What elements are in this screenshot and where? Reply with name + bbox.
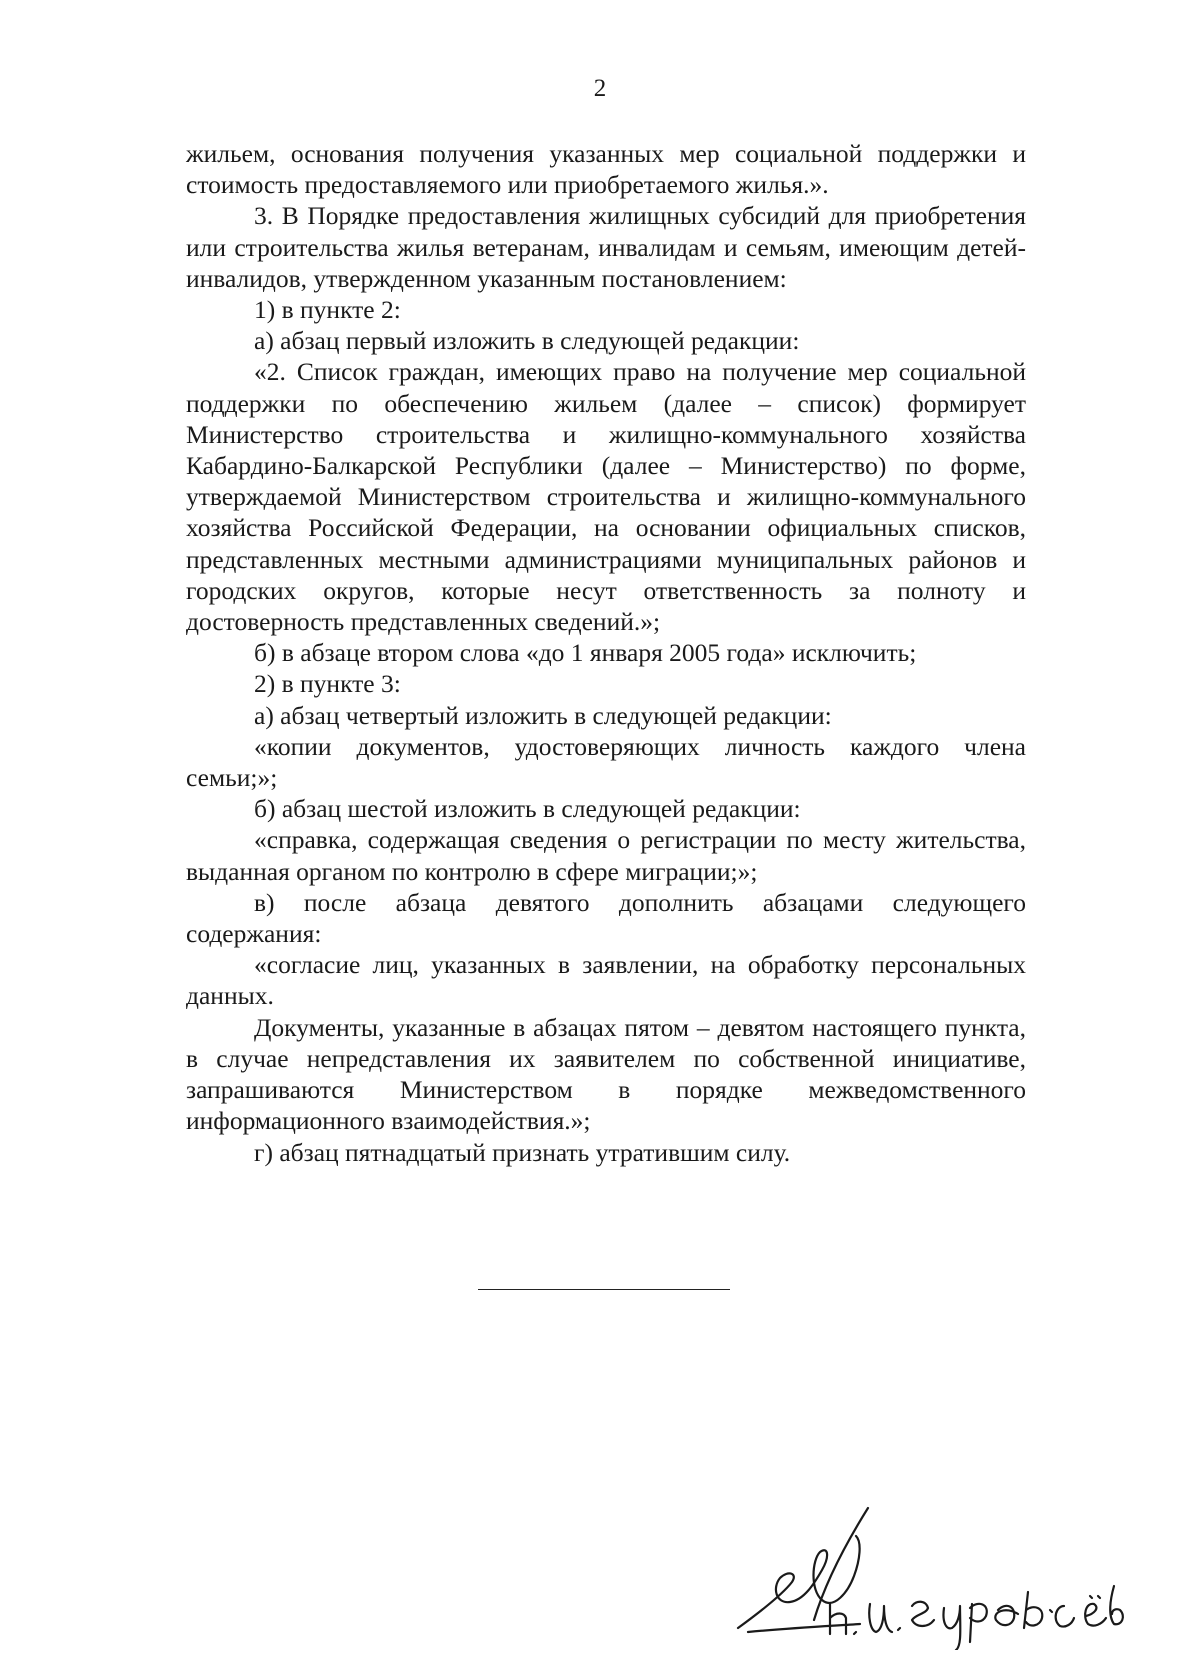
paragraph-continuation: жильем, основания получения указанных мер социальной поддержки и стоимость предоставляемого или приобретаемого жилья.». — [186, 139, 1026, 200]
paragraph-quote-consent: «согласие лиц, указанных в заявлении, на обработку персональных данных. — [186, 950, 1026, 1011]
paragraph-subitem-2v: в) после абзаца девятого дополнить абзацами следующего содержания: — [186, 887, 1026, 949]
paragraph-quote-list: «2. Список граждан, имеющих право на получение мер социальной поддержки по обеспечению жильем (далее – список) формирует Министерство строительства и жилищно-коммунального хозяйства Кабардино-Балкарской Республики (далее – Министерство) по форме, утверждаемой Министерством строительства и жилищно-коммунального хозяйства Российской Федерации, на основании официальных списков, представленных местными администрациями муниципальных районов и городских округов, которые несут ответственность за полноту и достоверность представленных сведений.»; — [186, 357, 1026, 637]
separator-line — [478, 1289, 730, 1290]
page-number: 2 — [593, 75, 607, 102]
paragraph-quote-copies: «копии документов, удостоверяющих личность каждого члена семьи;»; — [186, 731, 1026, 793]
document-body — [186, 138, 1026, 1168]
paragraph-subitem-1b: б) в абзаце втором слова «до 1 января 2005 года» исключить; — [254, 638, 917, 668]
paragraph-item-3: 3. В Порядке предоставления жилищных субсидий для приобретения или строительства жилья ветеранам, инвалидам и семьям, имеющим детей-инвалидов, утвержденном указанным постановлением: — [186, 201, 1026, 293]
paragraph-subitem-2g: г) абзац пятнадцатый признать утратившим силу. — [254, 1137, 791, 1167]
paragraph-subitem-2a: а) абзац четвертый изложить в следующей редакции: — [254, 700, 832, 730]
handwritten-signature — [730, 1500, 1130, 1650]
paragraph-quote-certificate: «справка, содержащая сведения о регистрации по месту жительства, выданная органом по контролю в сфере миграции;»; — [186, 825, 1026, 886]
paragraph-subitem-1: 1) в пункте 2: — [254, 295, 401, 325]
paragraph-subitem-1a: а) абзац первый изложить в следующей редакции: — [254, 326, 800, 356]
paragraph-subitem-2: 2) в пункте 3: — [254, 669, 401, 699]
paragraph-subitem-2b: б) абзац шестой изложить в следующей редакции: — [254, 794, 801, 824]
paragraph-documents: Документы, указанные в абзацах пятом – девятом настоящего пункта, в случае непредставления их заявителем по собственной инициативе, запрашиваются Министерством в порядке межведомственного информационного взаимодействия.»; — [186, 1012, 1026, 1136]
